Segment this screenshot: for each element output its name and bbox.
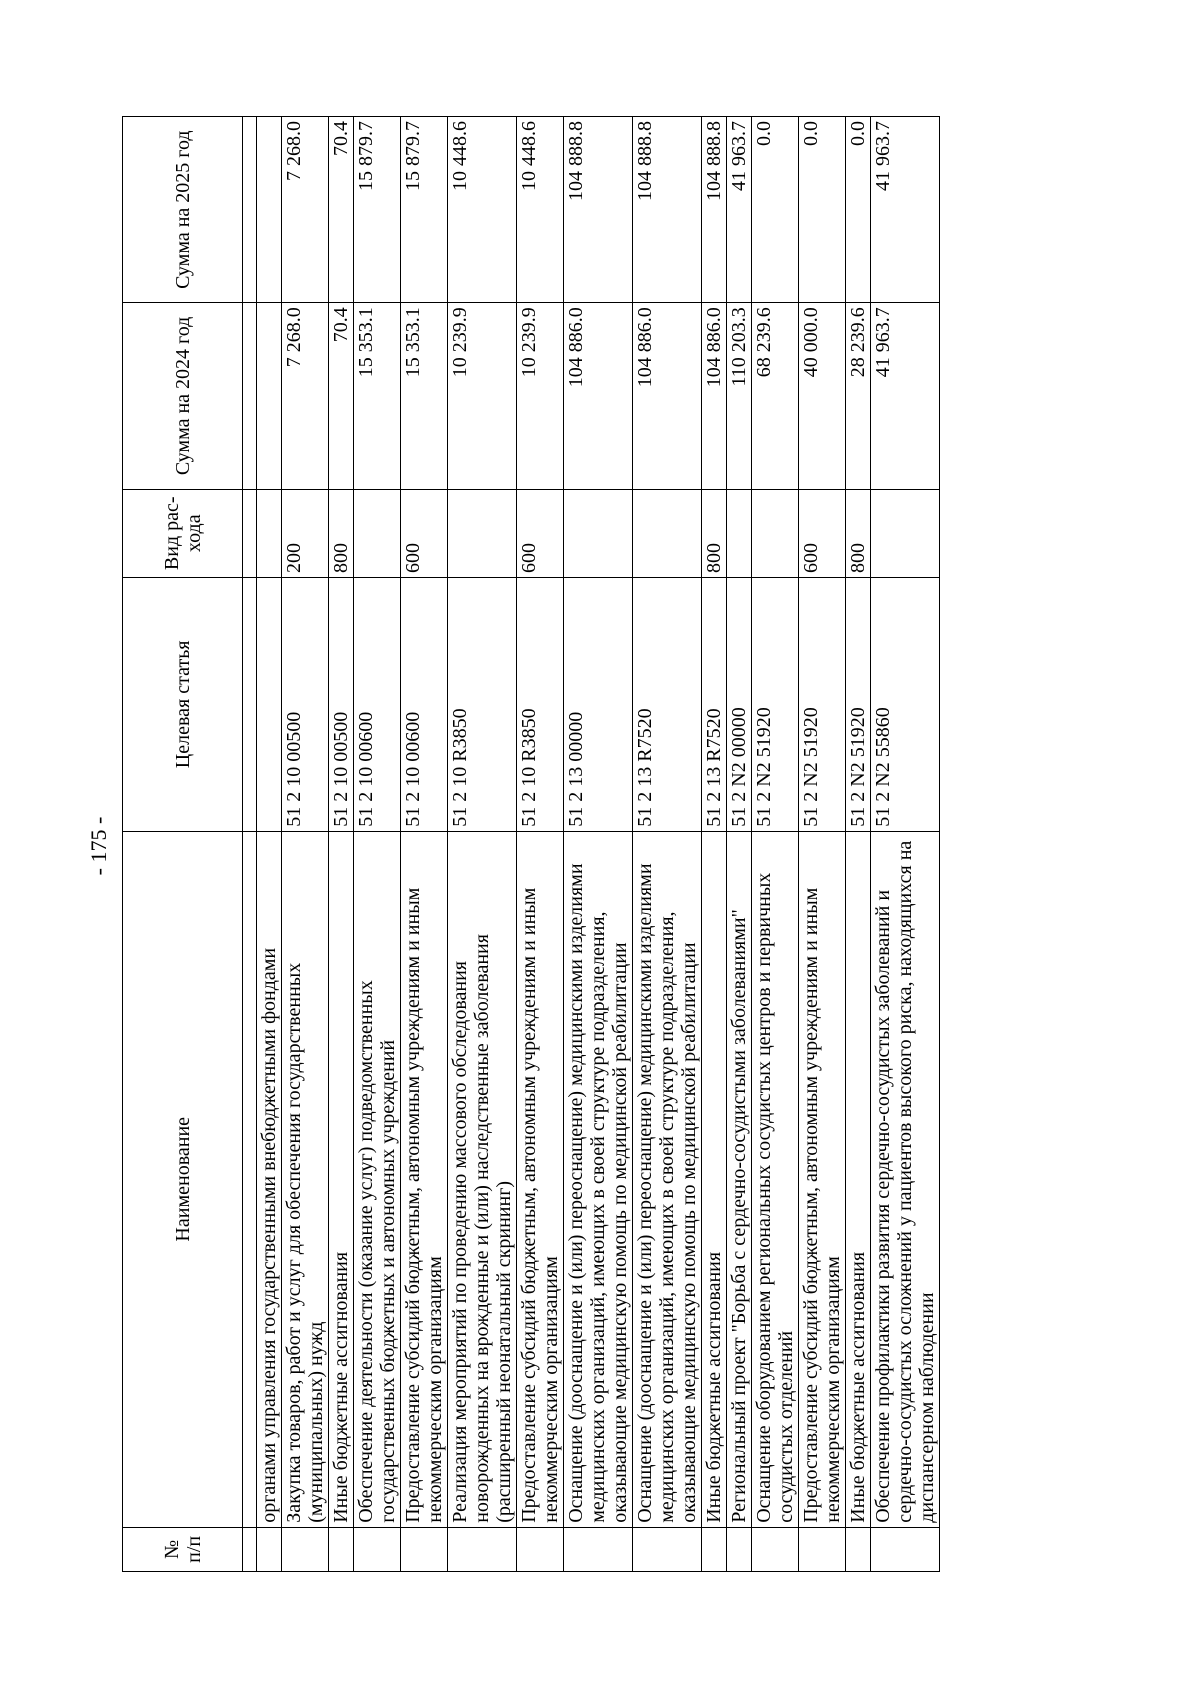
cell-no (633, 1527, 702, 1571)
cell-target (257, 577, 282, 831)
cell-sum-2024: 10 239.9 (517, 303, 564, 489)
table-row (871, 117, 940, 1572)
cell-target: 51 2 10 00600 (354, 577, 401, 831)
table-row (448, 117, 517, 1572)
table-row (401, 117, 448, 1572)
cell-no (702, 1527, 727, 1571)
cell-sum-2024: 70.4 (329, 303, 354, 489)
table-row (846, 117, 871, 1572)
cell-name: Оснащение (дооснащение и (или) переоснащение) медицинскими изделиями медицинских организаций, имеющих в своей структуре подразделения, оказывающие медицинскую помощь по медицинской реабилитации (633, 831, 702, 1527)
cell-target (243, 577, 257, 831)
cell-no (329, 1527, 354, 1571)
cell-sum-2024: 10 239.9 (448, 303, 517, 489)
cell-kind (752, 489, 799, 577)
cell-kind: 600 (401, 489, 448, 577)
cell-sum-2025: 41 963.7 (871, 117, 940, 303)
cell-name: Закупка товаров, работ и услуг для обеспечения государственных (муниципальных) нужд (282, 831, 329, 1527)
cell-sum-2025: 15 879.7 (354, 117, 401, 303)
cell-target: 51 2 N2 51920 (799, 577, 846, 831)
cell-no (354, 1527, 401, 1571)
header-no: № п/п (123, 1527, 243, 1571)
cell-name: Оснащение (дооснащение и (или) переоснащение) медицинскими изделиями медицинских организаций, имеющих в своей структуре подразделения, оказывающие медицинскую помощь по медицинской реабилитации (564, 831, 633, 1527)
cell-sum-2025: 104 888.8 (702, 117, 727, 303)
cell-name (243, 831, 257, 1527)
table-row (517, 117, 564, 1572)
cell-kind (871, 489, 940, 577)
cell-no (243, 1527, 257, 1571)
cell-no (448, 1527, 517, 1571)
cell-sum-2025 (243, 117, 257, 303)
cell-name: Обеспечение профилактики развития сердечно-сосудистых заболеваний и сердечно-сосудистых осложнений у пациентов высокого риска, находящихся на диспансерном наблюдении (871, 831, 940, 1527)
cell-sum-2025: 10 448.6 (517, 117, 564, 303)
table-row (727, 117, 752, 1572)
cell-sum-2024: 28 239.6 (846, 303, 871, 489)
cell-sum-2025: 7 268.0 (282, 117, 329, 303)
cell-sum-2025: 41 963.7 (727, 117, 752, 303)
budget-table (122, 116, 940, 1572)
cell-no (401, 1527, 448, 1571)
cell-sum-2024: 15 353.1 (354, 303, 401, 489)
header-kind: Вид рас- хода (123, 489, 243, 577)
cell-sum-2024: 41 963.7 (871, 303, 940, 489)
cell-sum-2024: 104 886.0 (702, 303, 727, 489)
cell-no (257, 1527, 282, 1571)
cell-sum-2024: 15 353.1 (401, 303, 448, 489)
table-row (702, 117, 727, 1572)
header-sum-2024: Сумма на 2024 год (123, 303, 243, 489)
cell-sum-2024 (257, 303, 282, 489)
cell-target: 51 2 N2 55860 (871, 577, 940, 831)
cell-no (727, 1527, 752, 1571)
cell-kind: 800 (846, 489, 871, 577)
cell-kind (727, 489, 752, 577)
cell-kind: 600 (799, 489, 846, 577)
cell-sum-2024 (243, 303, 257, 489)
cell-target: 51 2 N2 51920 (752, 577, 799, 831)
cell-no (846, 1527, 871, 1571)
cell-kind (633, 489, 702, 577)
cell-sum-2024: 40 000.0 (799, 303, 846, 489)
cell-sum-2025: 70.4 (329, 117, 354, 303)
table-row (752, 117, 799, 1572)
cell-sum-2024: 68 239.6 (752, 303, 799, 489)
cell-name: Иные бюджетные ассигнования (702, 831, 727, 1527)
cell-name: Реализация мероприятий по проведению массового обследования новорожденных на врожденные и (или) наследственные заболевания (расширенный неонатальный скрининг) (448, 831, 517, 1527)
cell-kind (448, 489, 517, 577)
cell-target: 51 2 N2 51920 (846, 577, 871, 831)
cell-target: 51 2 10 00500 (282, 577, 329, 831)
cell-name: Иные бюджетные ассигнования (846, 831, 871, 1527)
cell-sum-2024: 110 203.3 (727, 303, 752, 489)
table-row (633, 117, 702, 1572)
cell-target: 51 2 13 00000 (564, 577, 633, 831)
cell-name: Региональный проект "Борьба с сердечно-сосудистыми заболеваниями" (727, 831, 752, 1527)
cell-no (752, 1527, 799, 1571)
page-number: - 175 - (86, 816, 111, 876)
cell-name: органами управления государственными внебюджетными фондами (257, 831, 282, 1527)
cell-name: Обеспечение деятельности (оказание услуг) подведомственных государственных бюджетных и автономных учреждений (354, 831, 401, 1527)
cell-sum-2024: 104 886.0 (564, 303, 633, 489)
table-row (257, 117, 282, 1572)
cell-kind (354, 489, 401, 577)
cell-sum-2025: 104 888.8 (564, 117, 633, 303)
cell-sum-2025: 0.0 (752, 117, 799, 303)
cell-sum-2025: 0.0 (799, 117, 846, 303)
cell-no (282, 1527, 329, 1571)
cell-target: 51 2 10 R3850 (517, 577, 564, 831)
cell-kind (564, 489, 633, 577)
cell-target: 51 2 10 00600 (401, 577, 448, 831)
cell-sum-2025: 104 888.8 (633, 117, 702, 303)
cell-target: 51 2 N2 00000 (727, 577, 752, 831)
cell-name: Предоставление субсидий бюджетным, автономным учреждениям и иным некоммерческим организациям (517, 831, 564, 1527)
cell-kind: 800 (329, 489, 354, 577)
header-name: Наименование (123, 831, 243, 1527)
cell-sum-2025 (257, 117, 282, 303)
cell-target: 51 2 13 R7520 (702, 577, 727, 831)
cell-name: Иные бюджетные ассигнования (329, 831, 354, 1527)
cell-target: 51 2 10 R3850 (448, 577, 517, 831)
table-header-row (123, 117, 243, 1572)
table-row (243, 117, 257, 1572)
cell-no (564, 1527, 633, 1571)
cell-kind (243, 489, 257, 577)
header-sum-2025: Сумма на 2025 год (123, 117, 243, 303)
cell-target: 51 2 13 R7520 (633, 577, 702, 831)
cell-no (799, 1527, 846, 1571)
cell-sum-2024: 104 886.0 (633, 303, 702, 489)
cell-name: Оснащение оборудованием региональных сосудистых центров и первичных сосудистых отделений (752, 831, 799, 1527)
cell-sum-2025: 15 879.7 (401, 117, 448, 303)
cell-name: Предоставление субсидий бюджетным, автономным учреждениям и иным некоммерческим организациям (799, 831, 846, 1527)
table-row (354, 117, 401, 1572)
cell-no (517, 1527, 564, 1571)
cell-no (871, 1527, 940, 1571)
cell-kind: 800 (702, 489, 727, 577)
table-body (243, 117, 940, 1572)
table-row (329, 117, 354, 1572)
table-row (564, 117, 633, 1572)
header-target: Целевая статья (123, 577, 243, 831)
cell-target: 51 2 10 00500 (329, 577, 354, 831)
cell-sum-2024: 7 268.0 (282, 303, 329, 489)
table-row (282, 117, 329, 1572)
cell-name: Предоставление субсидий бюджетным, автономным учреждениям и иным некоммерческим организациям (401, 831, 448, 1527)
cell-kind: 600 (517, 489, 564, 577)
cell-kind: 200 (282, 489, 329, 577)
cell-sum-2025: 10 448.6 (448, 117, 517, 303)
table-row (799, 117, 846, 1572)
cell-sum-2025: 0.0 (846, 117, 871, 303)
cell-kind (257, 489, 282, 577)
